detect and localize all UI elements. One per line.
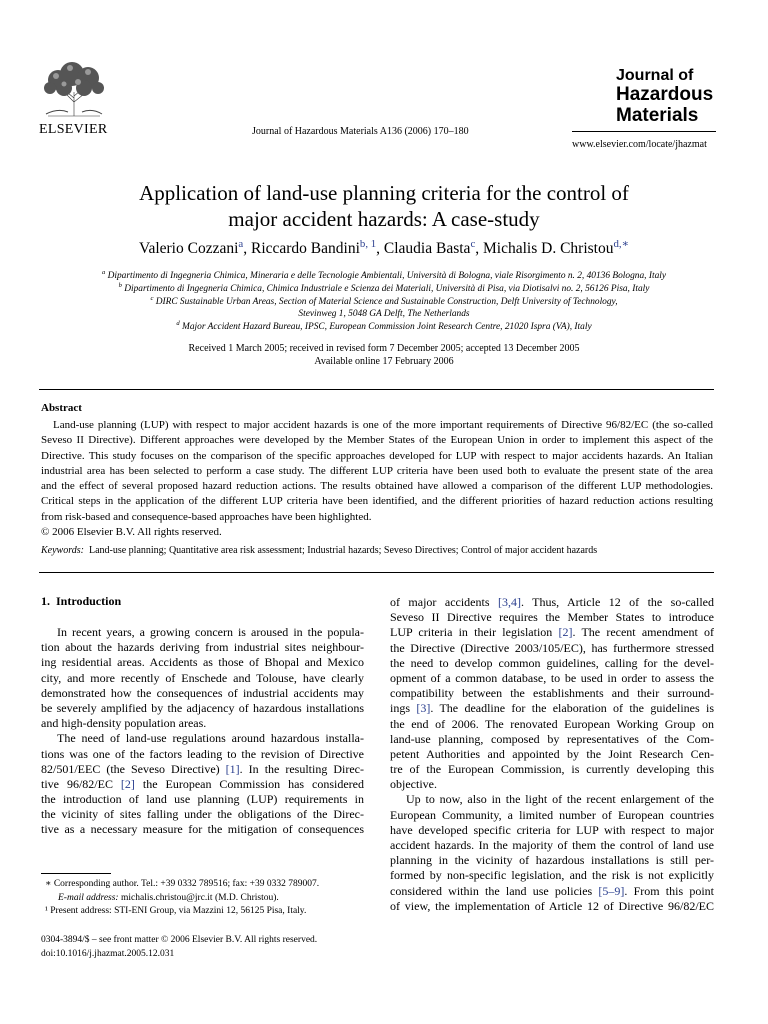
body-text-line: have developed specific criteria for LUP with respect to major [390,822,714,837]
body-text-line: formed by non-specific legislation, and the risk is not explicitly [390,868,714,883]
affiliation-b: $^b$ Dipartimento di Ingegneria Chimica, Chimica Industriale e Scienza dei Materiali, Università di Pisa, via Diotisalvi no. 2, 56126 Pisa, Italy [118,281,650,294]
abstract-copyright: © 2006 Elsevier B.V. All rights reserved. [41,526,222,539]
author-1: Riccardo Bandini$^{b, 1}$, [250,237,384,257]
email-label: E-mail address: [58,892,119,903]
keywords [41,545,597,556]
available-online: Available online 17 February 2006 [314,356,454,367]
author-1-affiliation-link[interactable]: b, 1 [359,237,377,250]
body-text-line: land-use planning, composed by representatives of the Com- [390,731,714,746]
citation-link[interactable]: [3,4] [497,595,521,609]
paper-title-line1: Application of land-use planning criteria for the control of [139,181,629,205]
body-text-line: Seveso II Directive requires the Member States to introduce [390,610,714,625]
abstract-line: industrial area has been selected to perform a case study. The different LUP criteria have been used both to evaluate the present state of the area [41,464,713,477]
body-text-line: tive 96/82/EC [2] the European Commission has considered [41,776,365,791]
citation-link[interactable]: [5–9] [598,883,625,898]
abstract-line: from risk-based and consequence-based approaches have been highlighted. [41,510,372,523]
citation-link[interactable]: [3] [416,701,431,716]
author-list [0,237,768,258]
elsevier-logo [38,58,110,120]
intro-left-column [41,625,364,838]
body-text-line: tre of the European Commission, is currently developing this [390,762,714,777]
author-0: Valerio Cozzani$^a$, [138,237,251,257]
body-text-line: LUP criteria in their legislation [2]. The recent amendment of [390,625,715,640]
body-text-line: objective. [390,777,437,792]
affiliation-c: $^c$ DIRC Sustainable Urban Areas, Section of Material Science and Sustainable Construction, Delft University of Technology, [150,294,618,307]
abstract-line: Land-use planning (LUP) with respect to major accident hazards is one of the more important requirements of Directive 96/82/EC (the so-called [53,419,713,431]
body-text-line: the vicinity of sites falling under the obligations of the Direc- [41,807,364,822]
body-text-line: accident hazards. In the majority of them the control of land use [390,838,714,852]
body-text-line: of major accidents [3,4]. Thus, Article 12 of the so-called [390,595,714,609]
body-text-line: compatibility between the establishments and their surround- [390,686,714,701]
body-text-line: European Community, a limited number of European countries [390,807,714,822]
journal-title-line2: Hazardous [616,84,714,105]
section-heading: 1. Introduction [41,594,122,608]
citation-link[interactable]: [2] [558,625,573,640]
abstract-line: Critical steps in the application of the different LUP criteria have been identified, and the different priorities of hazard reduction actions resulting [41,495,713,508]
body-text-line: be severely amplified by the adjacency of hazardous installations [41,700,364,715]
journal-title-line1: Journal of [616,67,694,84]
received-dates: Received 1 March 2005; received in revised form 7 December 2005; accepted 13 December 2005 [188,343,580,354]
body-text-line: opment of a common database, to be used in order to assess the [390,670,714,685]
author-3-affiliation-link[interactable]: d,∗ [613,237,629,250]
abstract-top-rule [39,389,714,390]
author-2: Claudia Basta$^c$, [383,237,484,257]
abstract-bottom-rule [39,572,714,573]
body-text-line: In recent years, a growing concern is aroused in the popula- [57,625,364,639]
body-text-line: ing residential areas. Accidents as those of Bhopal and Mexico [41,655,364,670]
elsevier-tree-icon [38,58,110,120]
header-rule-short [572,131,716,132]
paper-title [0,180,768,232]
body-text-line: the Directive (Directive 2003/105/EC), has furthermore stressed [390,640,714,655]
front-matter: 0304-3894/$ – see front matter © 2006 Elsevier B.V. All rights reserved. [41,935,318,945]
publisher-name: ELSEVIER [39,122,108,137]
body-text-line: ings [3]. The deadline for the elaboration of the guidelines is [390,701,714,716]
body-text-line: tive as a necessary measure for the mitigation of consequences [41,822,364,837]
article-dates [0,342,768,368]
affiliation-c-cont: Stevinweg 1, 5048 GA Delft, The Netherlands [298,309,470,320]
body-text-line: city, and more recently of Enschede and Tolouse, have clearly [41,670,364,685]
journal-citation: Journal of Hazardous Materials A136 (2006) 170–180 [252,126,469,137]
keywords-label: Keywords: [41,545,84,556]
keywords-text: Land-use planning; Quantitative area risk assessment; Industrial hazards; Seveso Directives; Control of major accident hazards [88,545,598,556]
body-text-line: petent Authorities and appointed by the Joint Research Cen- [390,746,714,761]
footnote-rule [41,873,111,874]
intro-right-column [390,595,714,914]
body-text-line: demonstrated how the consequences of industrial accidents may [41,685,364,700]
body-text-line: and high-density population areas. [41,716,207,731]
doi[interactable]: doi:10.1016/j.jhazmat.2005.12.031 [41,949,175,959]
author-3: Michalis D. Christou$^{d,∗}$ [483,237,629,257]
affiliations [0,270,768,334]
affiliation-a: $^a$ Dipartimento di Ingegneria Chimica, Mineraria e delle Tecnologie Ambientali, Università di Bologna, viale Risorgimento n. 2, 40136 Bologna, Italy [101,268,667,281]
body-text-line: 82/501/EEC (the Seveso Directive) [1]. In the resulting Direc- [41,761,365,776]
body-text-line: the introduction of land use planning (LUP) requirements in [41,792,364,807]
paper-title-line2: major accident hazards: A case-study [228,207,540,231]
present-address-note: ¹ Present address: STI-ENI Group, via Mazzini 12, 56125 Pisa, Italy. [45,906,307,916]
corresponding-author-note: ∗ Corresponding author. Tel.: +39 0332 789516; fax: +39 0332 789007. [45,879,320,889]
email-note [45,892,319,906]
author-2-affiliation-link[interactable]: c [470,237,476,250]
email-address[interactable]: michalis.christou@jrc.it (M.D. Christou). [120,892,279,903]
abstract-line: and the effect of several proposed hazard reduction actions. The results obtained have allowed a comparison of the different LUP methodologies. [41,480,713,493]
body-text-line: of view, the implementation of Article 12 of Directive 96/82/EC [390,898,714,913]
abstract-line: Directive. This study focuses on the comparison of the specific approaches developed for LUP with respect to major accidents hazards. An Italian [41,449,713,462]
body-text-line: Up to now, also in the light of the recent enlargement of the [406,792,714,807]
abstract-heading: Abstract [41,402,82,414]
citation-link[interactable]: [2] [120,776,135,791]
footnotes [45,878,319,919]
affiliation-d: $^d$ Major Accident Hazard Bureau, IPSC, European Commission Joint Research Centre, 21020 Ispra (VA), Italy [176,320,592,333]
body-text-line: The need of land-use regulations around hazardous installa- [57,731,364,746]
author-0-affiliation-link[interactable]: a [238,237,244,250]
page-footer [41,933,317,961]
body-text-line: tions was one of the factors leading to the revision of Directive [41,746,364,761]
body-text-line: the end of 2006. The renovated European Working Group on [390,716,714,731]
journal-title-line3: Materials [616,105,699,126]
body-text-line: planning in the vicinity of hazardous installations is still per- [390,853,714,868]
body-text-line: tion about the hazards deriving from industrial sites neighbour- [41,640,364,655]
abstract-body [41,418,713,540]
journal-logo-title [616,67,713,126]
journal-url[interactable]: www.elsevier.com/locate/jhazmat [572,139,707,150]
abstract-line: Seveso II Directive). Different approaches were developed by the Member States of the European Union in order to implement this aspect of the [41,434,713,447]
citation-link[interactable]: [1] [225,761,240,776]
body-text-line: considered within the land use policies [5–9]. From this point [390,883,714,898]
body-text-line: the need to develop common guidelines, calling for the devel- [390,655,714,670]
